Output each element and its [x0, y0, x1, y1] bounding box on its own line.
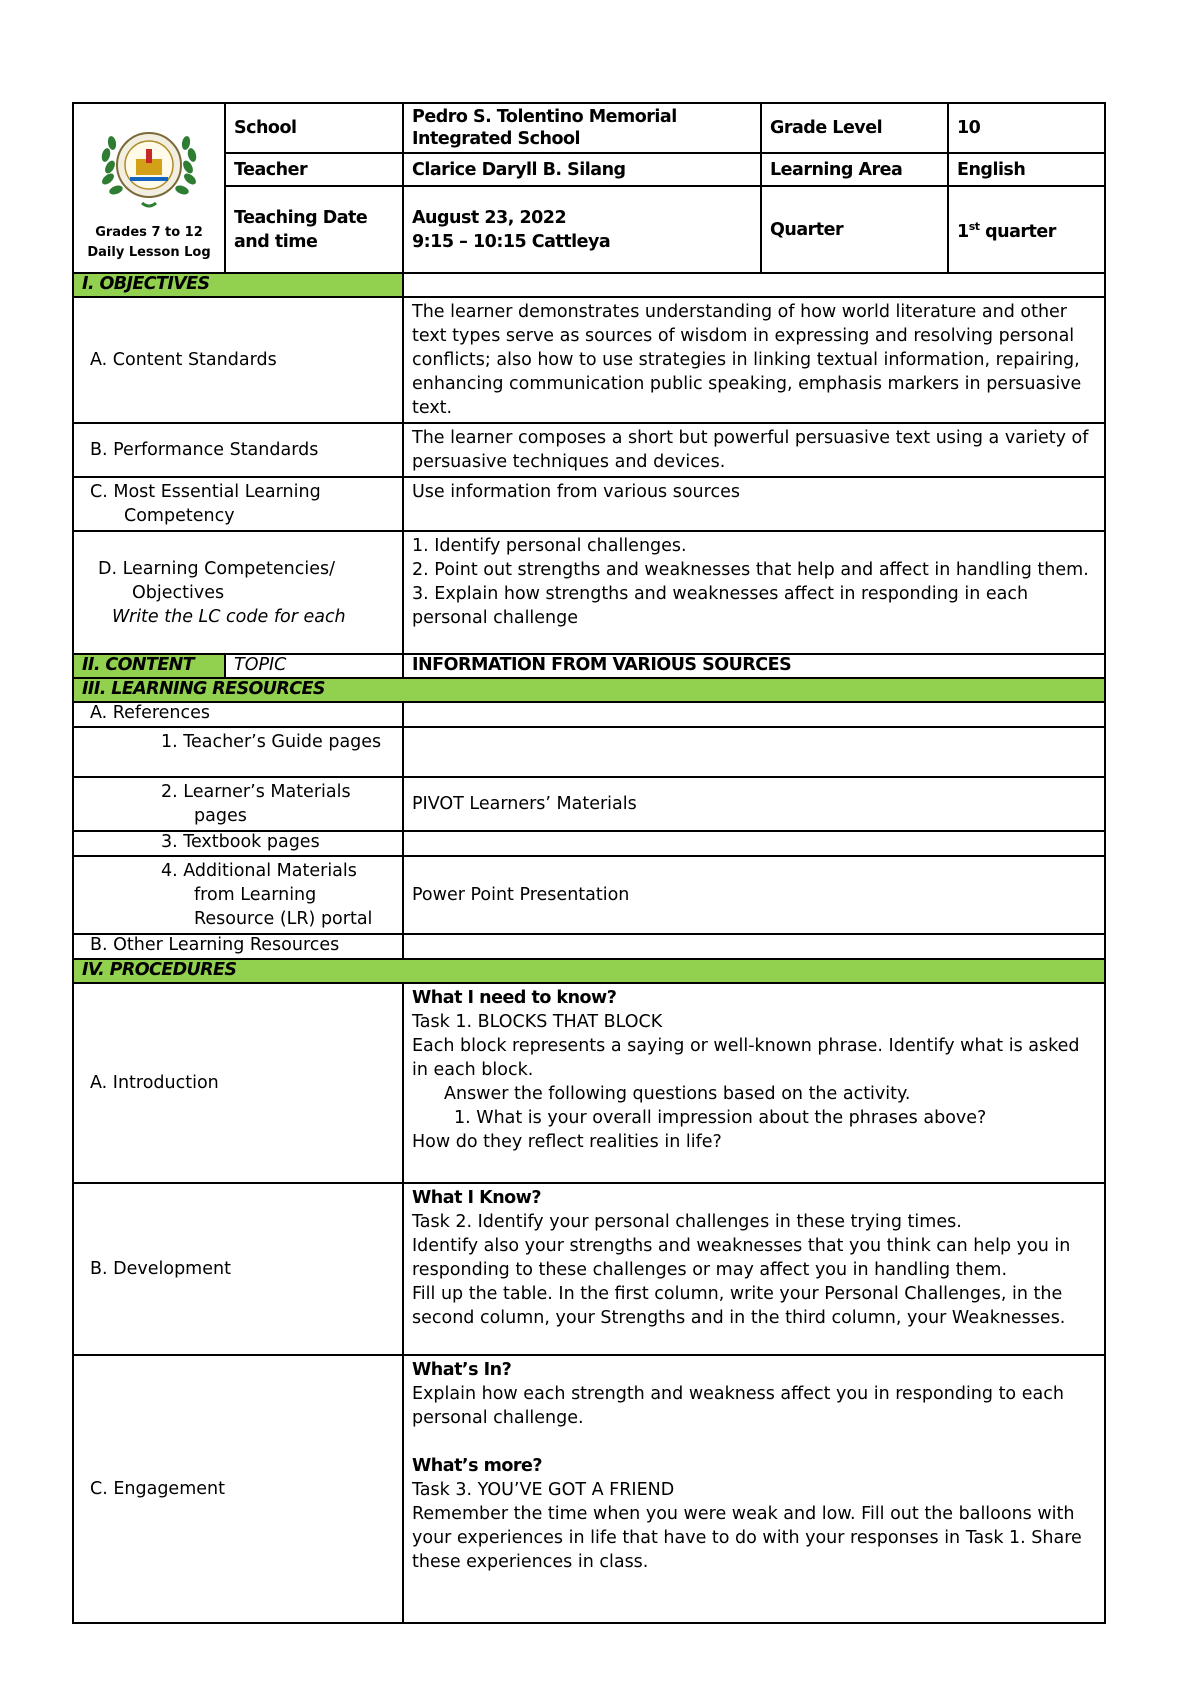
melc-value: Use information from various sources [403, 477, 1105, 531]
dev-heading: What I Know? [412, 1188, 541, 1208]
intro-task: Task 1. BLOCKS THAT BLOCK [412, 1012, 663, 1032]
dev-task: Task 2. Identify your personal challenges in these trying times. [412, 1212, 962, 1232]
introduction-value [403, 983, 1105, 1183]
lc-label-text: D. Learning Competencies/ Objectives [98, 558, 335, 603]
lc-note: Write the LC code for each [112, 606, 346, 627]
textbook-pages-value [403, 831, 1105, 856]
engagement-value [403, 1355, 1105, 1623]
intro-question-1: 1. What is your overall impression about the phrases above? [454, 1108, 987, 1128]
teaching-time: 9:15 – 10:15 Cattleya [412, 231, 611, 252]
deped-seal-icon [90, 115, 208, 215]
eng-spacer [412, 1430, 1096, 1454]
learners-materials-label: 2. Learner’s Materials pages [73, 777, 403, 831]
additional-materials-value: Power Point Presentation [403, 856, 1105, 934]
eng-task: Task 3. YOU’VE GOT A FRIEND [412, 1480, 675, 1500]
content-standards-value: The learner demonstrates understanding of how world literature and other text types serve as sources of wisdom in expressing and resolving personal conflicts; also how to use strategies in linking textual information, repairing, enhancing communication public speaking, emphasis markers in persuasive text. [403, 297, 1105, 423]
teaching-date-value [403, 186, 761, 273]
introduction-label: A. Introduction [73, 983, 403, 1183]
section-objectives: I. OBJECTIVES [73, 273, 403, 297]
learning-competencies-label [73, 531, 403, 654]
lc-item-2: 2. Point out strengths and weaknesses that help and affect in handling them. [412, 560, 1089, 580]
quarter-value [948, 186, 1105, 273]
content-standards-label: A. Content Standards [73, 297, 403, 423]
logo-caption-1: Grades 7 to 12 [95, 224, 203, 240]
intro-instruction: Answer the following questions based on the activity. [444, 1084, 911, 1104]
teaching-date: August 23, 2022 [412, 207, 567, 228]
other-resources-label: B. Other Learning Resources [73, 934, 403, 959]
intro-question-2: How do they reflect realities in life? [412, 1132, 722, 1152]
development-label: B. Development [73, 1183, 403, 1355]
section-objectives-blank [403, 273, 1105, 297]
school-value-line-2: Integrated School [412, 129, 581, 149]
teacher-label: Teacher [225, 153, 403, 186]
section-learning-resources: III. LEARNING RESOURCES [73, 678, 1105, 702]
additional-materials-label: 4. Additional Materials from Learning Resource (LR) portal [73, 856, 403, 934]
performance-standards-label: B. Performance Standards [73, 423, 403, 477]
grade-level-label: Grade Level [761, 103, 948, 153]
intro-description: Each block represents a saying or well-known phrase. Identify what is asked in each block. [412, 1036, 1080, 1080]
teachers-guide-value [403, 727, 1105, 777]
school-value [403, 103, 761, 153]
teachers-guide-label: 1. Teacher’s Guide pages [73, 727, 403, 777]
development-value [403, 1183, 1105, 1355]
section-content: II. CONTENT [73, 654, 225, 678]
eng-instruction: Remember the time when you were weak and low. Fill out the balloons with your experiences in life that have to do with your responses in Task 1. Share these experiences in class. [412, 1504, 1082, 1572]
learning-competencies-value [403, 531, 1105, 654]
references-label: A. References [73, 702, 403, 727]
eng-explain: Explain how each strength and weakness affect you in responding to each personal challenge. [412, 1384, 1064, 1428]
intro-heading: What I need to know? [412, 988, 617, 1008]
logo-cell [73, 103, 225, 273]
lc-item-1: 1. Identify personal challenges. [412, 536, 687, 556]
eng-heading-2: What’s more? [412, 1456, 543, 1476]
teacher-value: Clarice Daryll B. Silang [403, 153, 761, 186]
school-label: School [225, 103, 403, 153]
quarter-word: quarter [979, 221, 1056, 242]
logo-caption-2: Daily Lesson Log [87, 244, 211, 260]
learning-area-value: English [948, 153, 1105, 186]
eng-heading-1: What’s In? [412, 1360, 512, 1380]
textbook-pages-label: 3. Textbook pages [73, 831, 403, 856]
learners-materials-value: PIVOT Learners’ Materials [403, 777, 1105, 831]
other-resources-value [403, 934, 1105, 959]
topic-value: INFORMATION FROM VARIOUS SOURCES [403, 654, 1105, 678]
topic-label: TOPIC [225, 654, 403, 678]
dev-table-instruction: Fill up the table. In the first column, write your Personal Challenges, in the second column, your Strengths and in the third column, your Weaknesses. [412, 1284, 1066, 1328]
lc-item-3: 3. Explain how strengths and weaknesses affect in responding in each personal challenge [412, 584, 1029, 628]
quarter-ordinal: st [968, 220, 980, 234]
daily-lesson-log [72, 102, 1104, 1624]
school-value-line-1: Pedro S. Tolentino Memorial [412, 107, 677, 127]
melc-label: C. Most Essential Learning Competency [73, 477, 403, 531]
teaching-date-label: Teaching Date and time [225, 186, 403, 273]
quarter-number: 1 [957, 221, 969, 242]
learning-area-label: Learning Area [761, 153, 948, 186]
quarter-label: Quarter [761, 186, 948, 273]
engagement-label: C. Engagement [73, 1355, 403, 1623]
grade-level-value: 10 [948, 103, 1105, 153]
performance-standards-value: The learner composes a short but powerful persuasive text using a variety of persuasive techniques and devices. [403, 423, 1105, 477]
section-procedures: IV. PROCEDURES [73, 959, 1105, 983]
dev-instruction: Identify also your strengths and weaknesses that you think can help you in responding to these challenges or may affect you in handling them. [412, 1236, 1071, 1280]
lesson-log-table [72, 102, 1106, 1624]
references-value [403, 702, 1105, 727]
